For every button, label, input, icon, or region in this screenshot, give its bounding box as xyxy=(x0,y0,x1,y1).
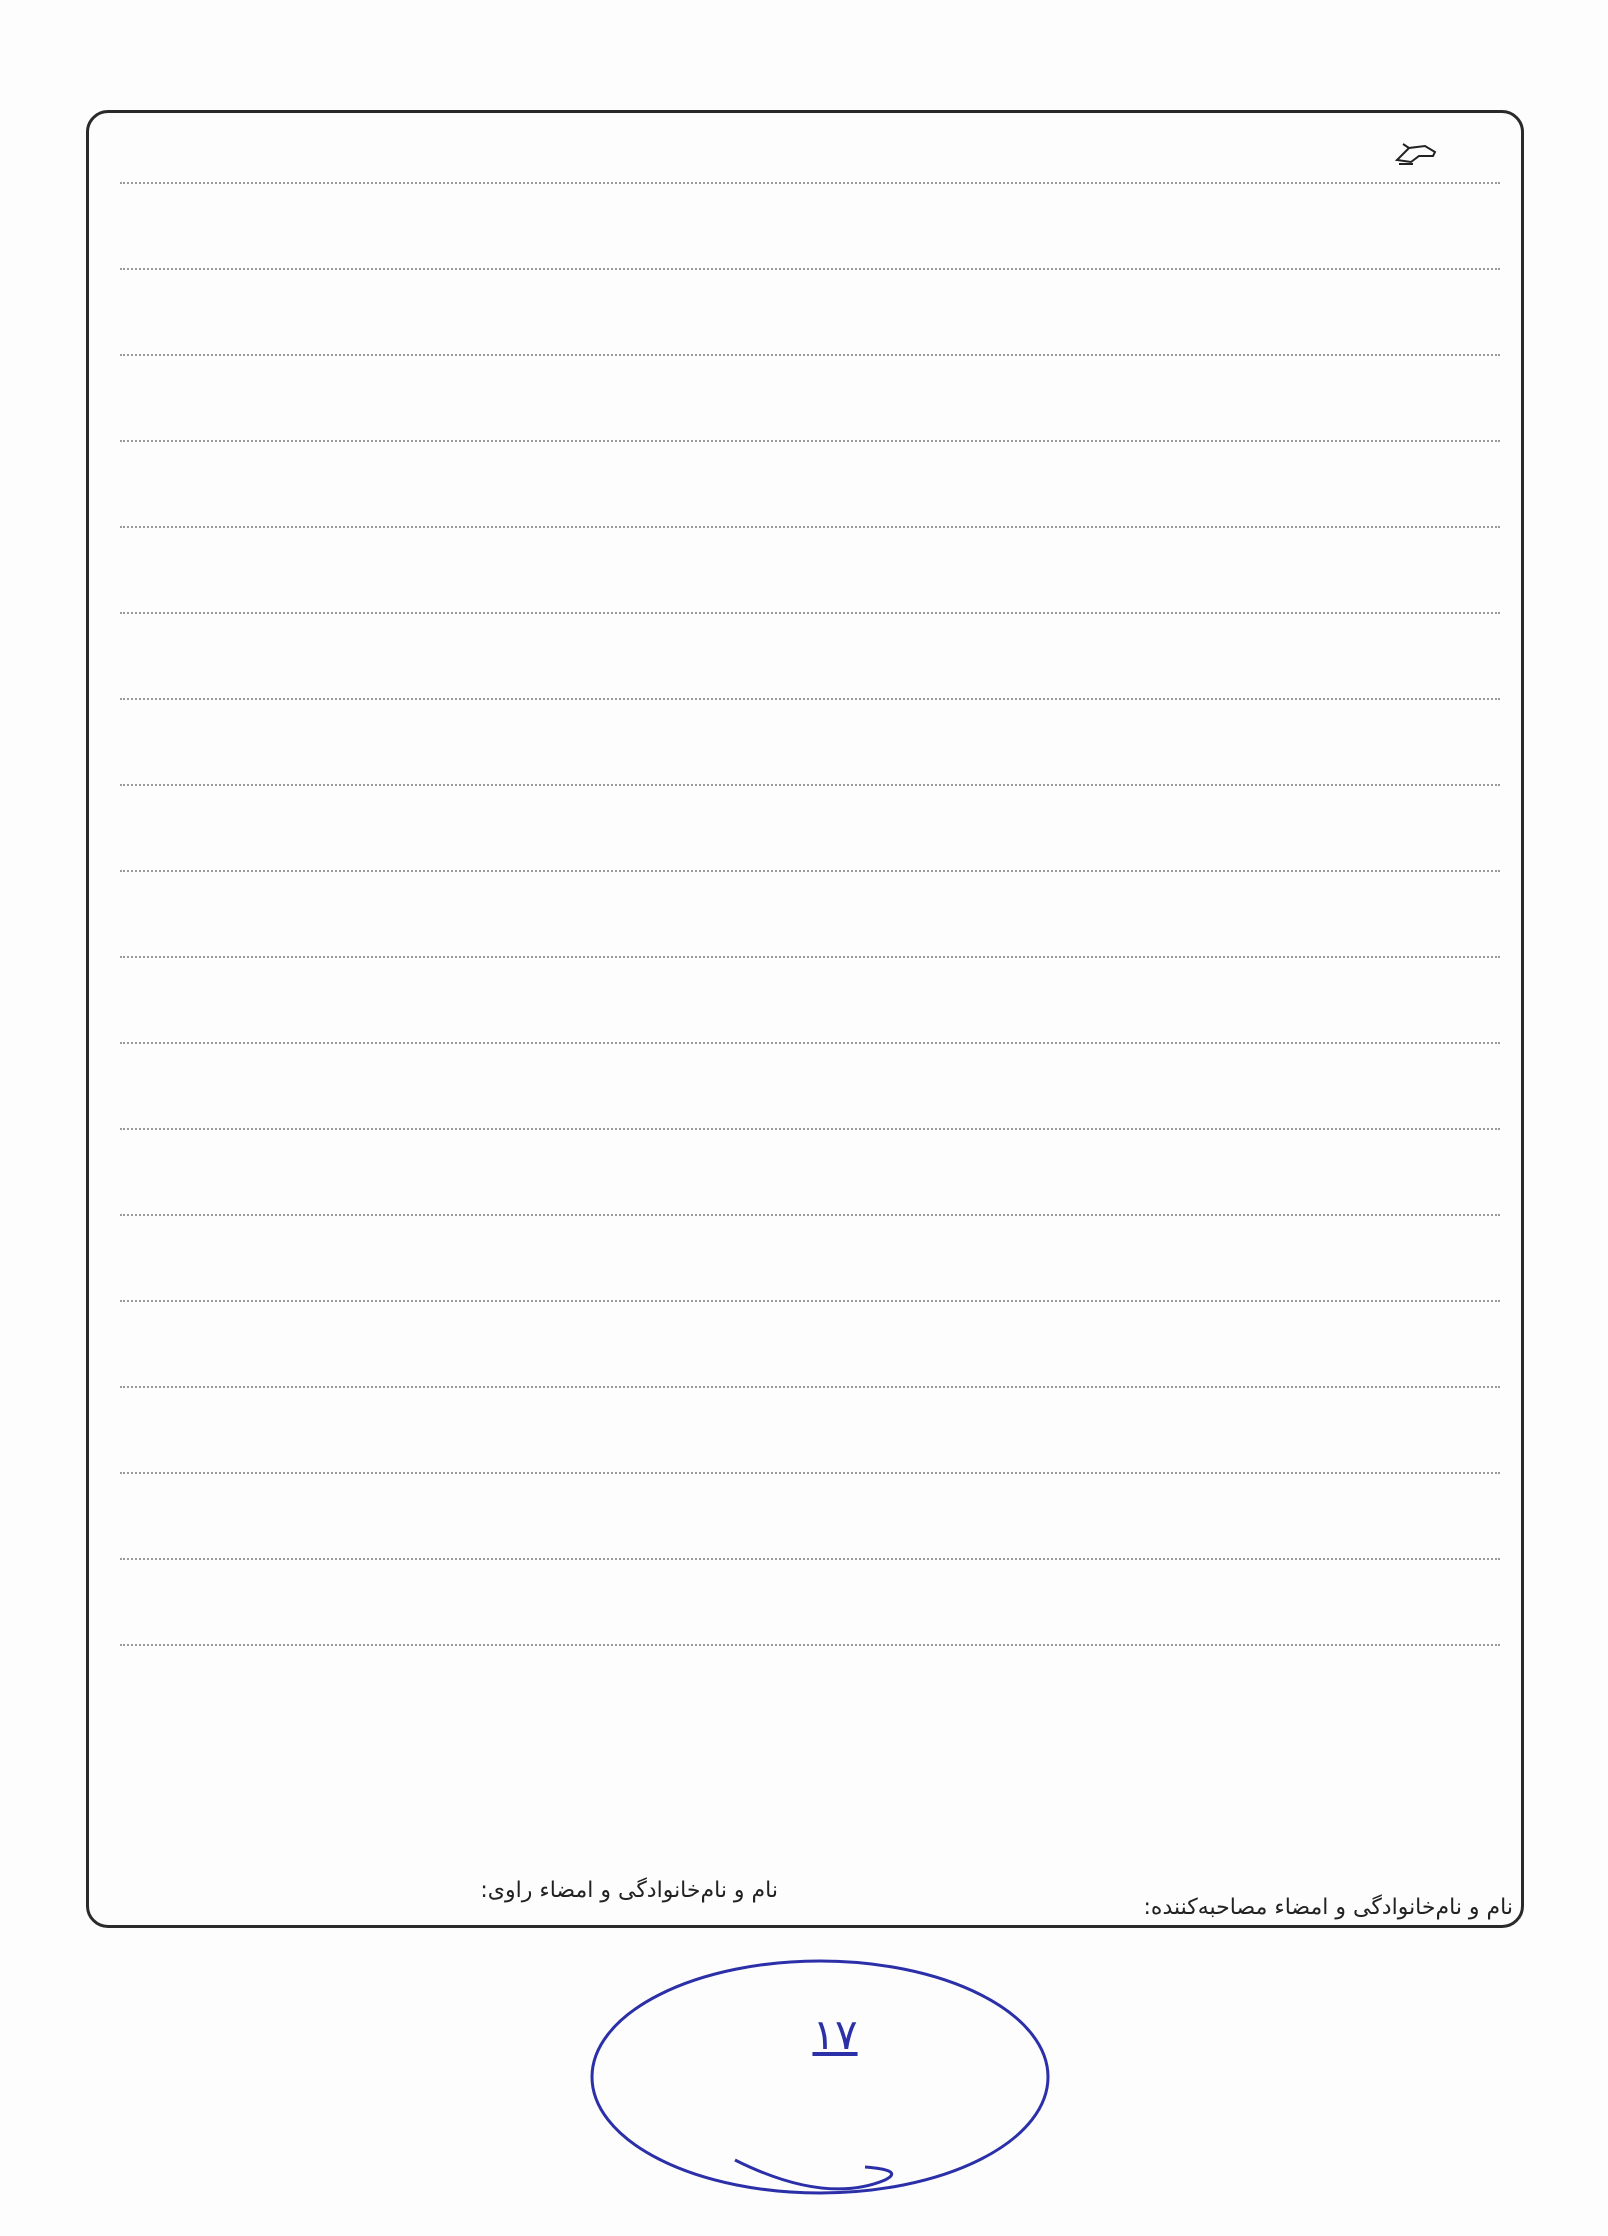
ruled-dotted-line xyxy=(120,1386,1500,1388)
ruled-dotted-line xyxy=(120,1300,1500,1302)
ruled-dotted-line xyxy=(120,784,1500,786)
ruled-dotted-line xyxy=(120,956,1500,958)
ruled-dotted-line xyxy=(120,698,1500,700)
ruled-dotted-line xyxy=(120,440,1500,442)
narrator-signature-label: نام و نام‌خانوادگی و امضاء راوی: xyxy=(480,1878,778,1903)
page-number-oval xyxy=(585,1955,1055,2210)
ruled-dotted-line xyxy=(120,1558,1500,1560)
ruled-dotted-line xyxy=(120,1214,1500,1216)
ruled-dotted-line xyxy=(120,526,1500,528)
ruled-dotted-line xyxy=(120,612,1500,614)
ruled-dotted-line xyxy=(120,1644,1500,1646)
ruled-dotted-line xyxy=(120,1128,1500,1130)
ruled-dotted-line xyxy=(120,1472,1500,1474)
ruled-dotted-line xyxy=(120,354,1500,356)
ruled-dotted-line xyxy=(120,268,1500,270)
ruled-dotted-line xyxy=(120,182,1500,184)
page-border xyxy=(86,110,1524,1928)
page-number: ۱۷ xyxy=(812,2010,858,2059)
ruled-dotted-line xyxy=(120,1042,1500,1044)
ruled-dotted-line xyxy=(120,870,1500,872)
interviewer-signature-label: نام و نام‌خانوادگی و امضاء مصاحبه‌کننده: xyxy=(1143,1895,1513,1920)
pen-hand-icon xyxy=(1395,140,1439,168)
